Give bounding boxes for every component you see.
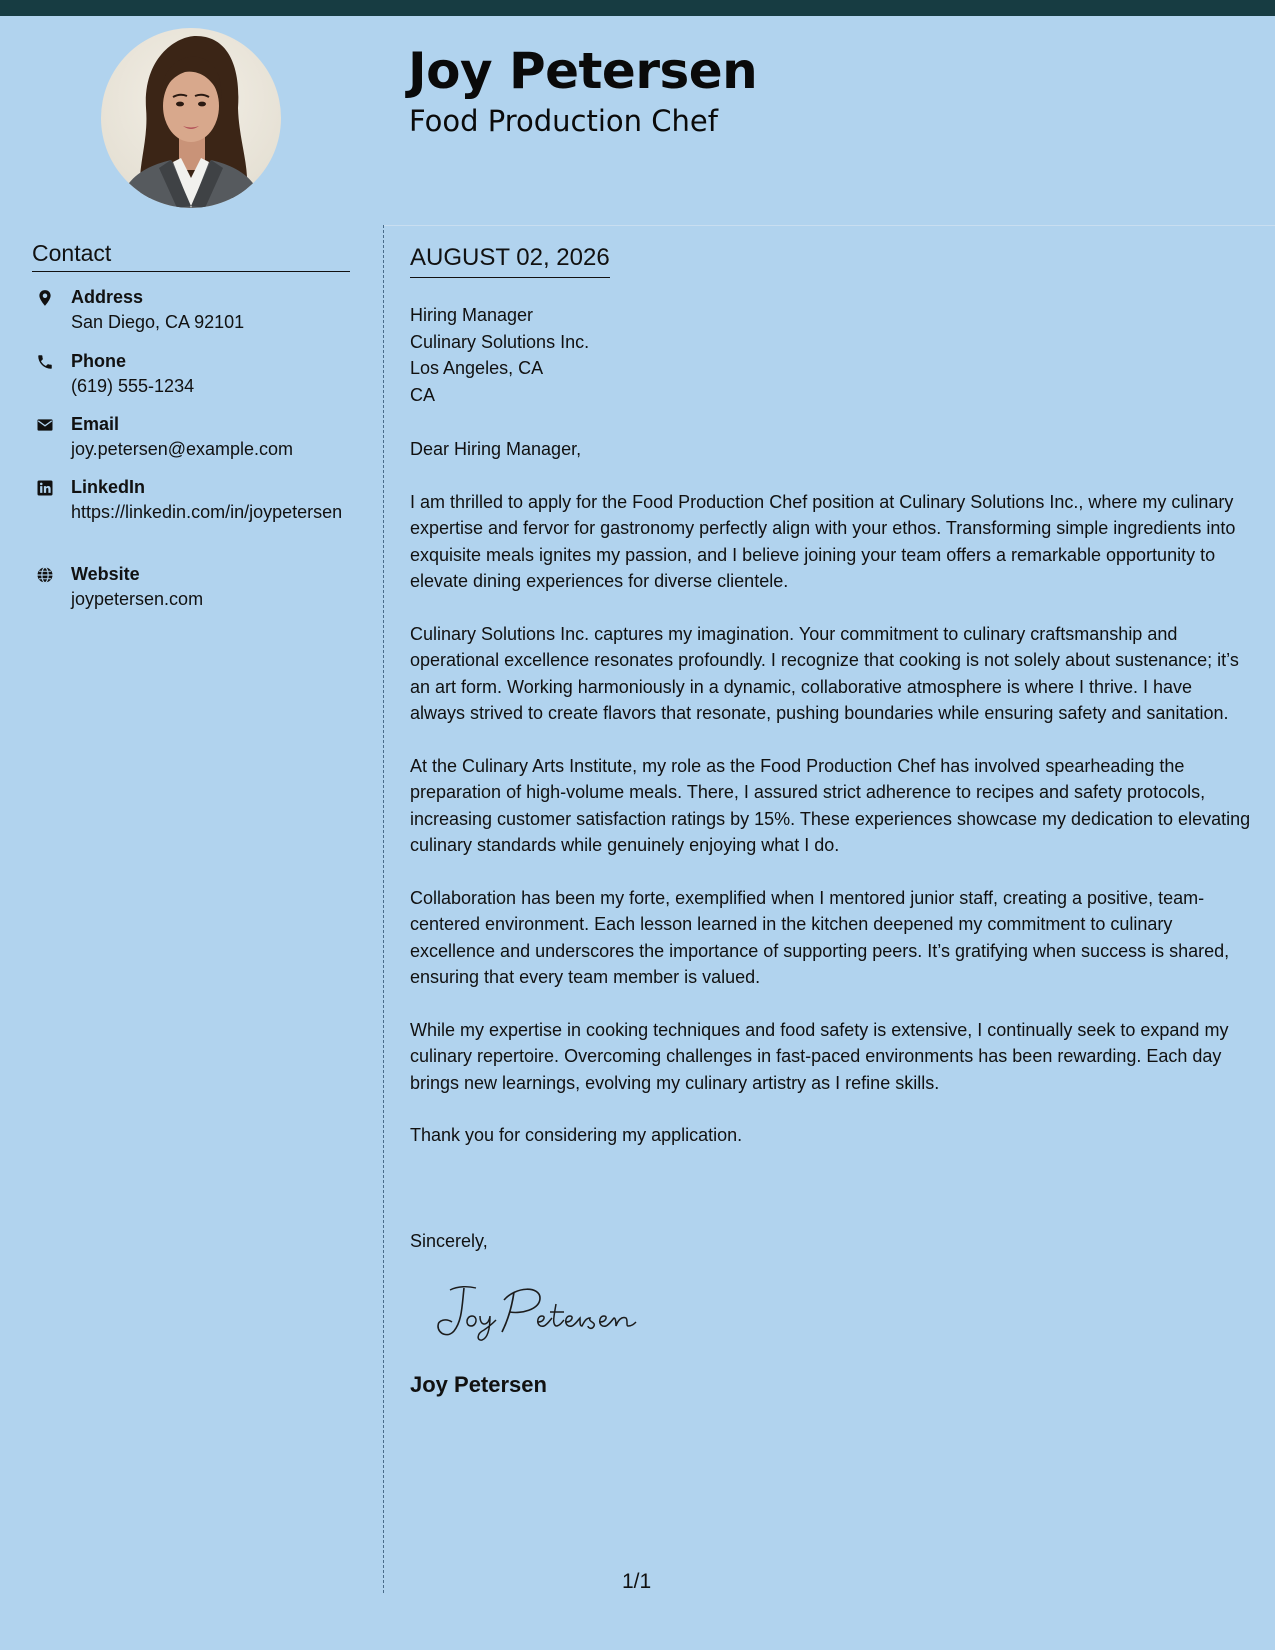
page-number: 1/1 [622, 1570, 652, 1593]
letter-paragraph: Collaboration has been my forte, exemplified when I mentored junior staff, creating a positive, team-centered environment. Each lesson learned in the kitchen deepened my commitment to culinary excellence and underscores the importance of supporting peers. It’s gratifying when success is shared, ensuring that every team member is valued. [410, 887, 1230, 987]
envelope-icon [36, 416, 54, 434]
recipient-line: Los Angeles, CA [410, 358, 544, 378]
letter-paragraph: Thank you for considering my application. [410, 1125, 743, 1145]
contact-address-value: San Diego, CA 92101 [71, 312, 245, 332]
contact-address-label: Address [71, 287, 144, 307]
applicant-name: Joy Petersen [408, 42, 758, 100]
applicant-title: Food Production Chef [409, 104, 718, 138]
handwritten-signature [432, 1276, 652, 1351]
salutation: Dear Hiring Manager, [410, 439, 582, 459]
top-bar [0, 0, 1275, 16]
contact-linkedin-label: LinkedIn [71, 477, 146, 497]
closing: Sincerely, [410, 1231, 488, 1251]
letter-paragraph: Culinary Solutions Inc. captures my imagination. Your commitment to culinary craftsmanship and operational excellence resonates profoundly. I recognize that cooking is not solely about sustenance; it’s an art form. Working harmoniously in a dynamic, collaborative atmosphere is where I thrive. I have always strived to create flavors that resonate, pushing boundaries while ensuring safety and sanitation. [410, 623, 1239, 723]
profile-photo [101, 28, 281, 208]
recipient-block [410, 302, 589, 408]
recipient-line: Hiring Manager [410, 305, 534, 325]
recipient-line: Culinary Solutions Inc. [410, 331, 590, 352]
contact-website-label: Website [71, 564, 140, 584]
contact-phone-label: Phone [71, 351, 127, 371]
contact-linkedin-value[interactable]: https://linkedin.com/in/joypetersen [71, 502, 343, 522]
map-pin-icon [36, 289, 54, 307]
letter-date: AUGUST 02, 2026 [410, 244, 610, 278]
phone-icon [36, 353, 54, 371]
letter-paragraph: While my expertise in cooking techniques and food safety is extensive, I continually seek to expand my culinary repertoire. Overcoming challenges in fast-paced environments has been rewarding. Each day brings new learnings, evolving my culinary artistry as I refine skills. [410, 1019, 1229, 1093]
contact-heading: Contact [32, 240, 350, 272]
contact-email-value: joy.petersen@example.com [71, 439, 294, 459]
column-divider [383, 225, 384, 1593]
globe-icon [36, 566, 54, 584]
signer-name: Joy Petersen [410, 1372, 547, 1397]
letter-paragraph: At the Culinary Arts Institute, my role as the Food Production Chef has involved spearheading the preparation of high-volume meals. There, I assured strict adherence to recipes and safety protocols, increasing customer satisfaction ratings by 15%. These experiences showcase my dedication to elevating culinary standards while genuinely enjoying what I do. [410, 755, 1251, 855]
letter-paragraph: I am thrilled to apply for the Food Production Chef position at Culinary Solutions Inc., where my culinary expertise and fervor for gastronomy perfectly align with your ethos. Transforming simple ingredients into exquisite meals ignites my passion, and I believe joining your team offers a remarkable opportunity to elevate dining experiences for diverse clientele. [410, 491, 1236, 591]
recipient-line: CA [410, 384, 436, 405]
contact-phone-value: (619) 555-1234 [71, 376, 195, 396]
linkedin-icon [36, 479, 54, 497]
letter-body [410, 436, 1252, 1175]
contact-email-label: Email [71, 414, 120, 434]
contact-website-value[interactable]: joypetersen.com [71, 589, 204, 609]
header-divider [384, 225, 1275, 226]
